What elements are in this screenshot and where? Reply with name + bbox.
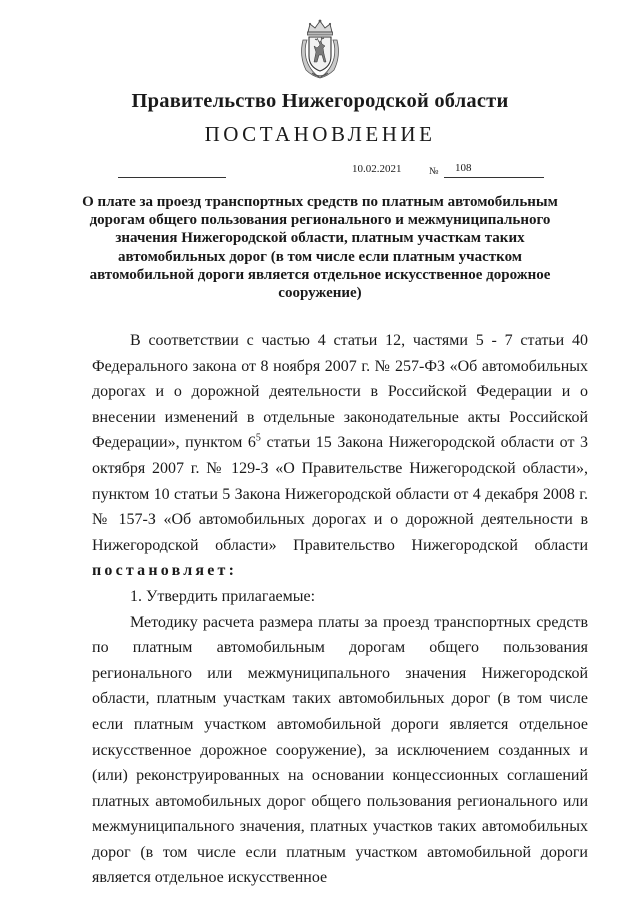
preamble-text-1: В соответствии с частью 4 статьи 12, частями 5 - 7 статьи 40 Федерального закона от 8 ноября 2007 г. № 257-ФЗ «Об автомобильных дорогах и о дорожной деятельности в Российской Федерации и о внесении изменений в отдельные законодательные акты Российской Федерации», пунктом 6	[92, 332, 588, 452]
paragraph-item-1: 1. Утвердить прилагаемые:	[130, 587, 316, 605]
preamble-superscript: 5	[255, 433, 261, 445]
document-type: ПОСТАНОВЛЕНИЕ	[204, 122, 436, 146]
number-label: №	[429, 166, 439, 177]
paragraph-preamble	[92, 328, 588, 584]
preamble-text-2: статьи 15 Закона Нижегородской области от 3 октября 2007 г. № 129-З «О Правительстве Нижегородской области», пунктом 10 статьи 5 Закона Нижегородской области от 4 декабря 2008 г. № 157-З «Об автомобильных дорогах и о дорожной деятельности в Нижегородской области» Правительство Нижегородской области	[92, 434, 588, 554]
number-underline	[444, 177, 544, 178]
document-number: 108	[455, 162, 472, 174]
resolves-word: постановляет:	[92, 562, 238, 580]
government-name: Правительство Нижегородской области	[131, 90, 509, 112]
document-body	[92, 328, 588, 891]
coat-of-arms-emblem	[298, 18, 342, 80]
paragraph-methodology: Методику расчета размера платы за проезд транспортных средств по платным автомобильным дорогам общего пользования регионального или межмуниципального значения Нижегородской области, платным участкам таких автомобильных дорог (в том числе если платным участком автомобильной дороги является отдельное искусственное дорожное сооружение), за исключением созданных и (или) реконструированных на основании концессионных соглашений платных автомобильных дорог общего пользования регионального или межмуниципального значения, платных участков таких автомобильных дорог (в том числе если платным участком автомобильной дороги является отдельное искусственное	[92, 613, 588, 887]
date-underline	[118, 177, 226, 178]
document-date: 10.02.2021	[352, 163, 402, 175]
document-title: О плате за проезд транспортных средств по платным автомобильным дорогам общего пользования регионального и межмуниципального значения Нижегородской области, платным участкам таких автомобильных дорог (в том числе если платным участком автомобильной дороги является отдельное искусственное дорожное сооружение)	[82, 194, 558, 302]
